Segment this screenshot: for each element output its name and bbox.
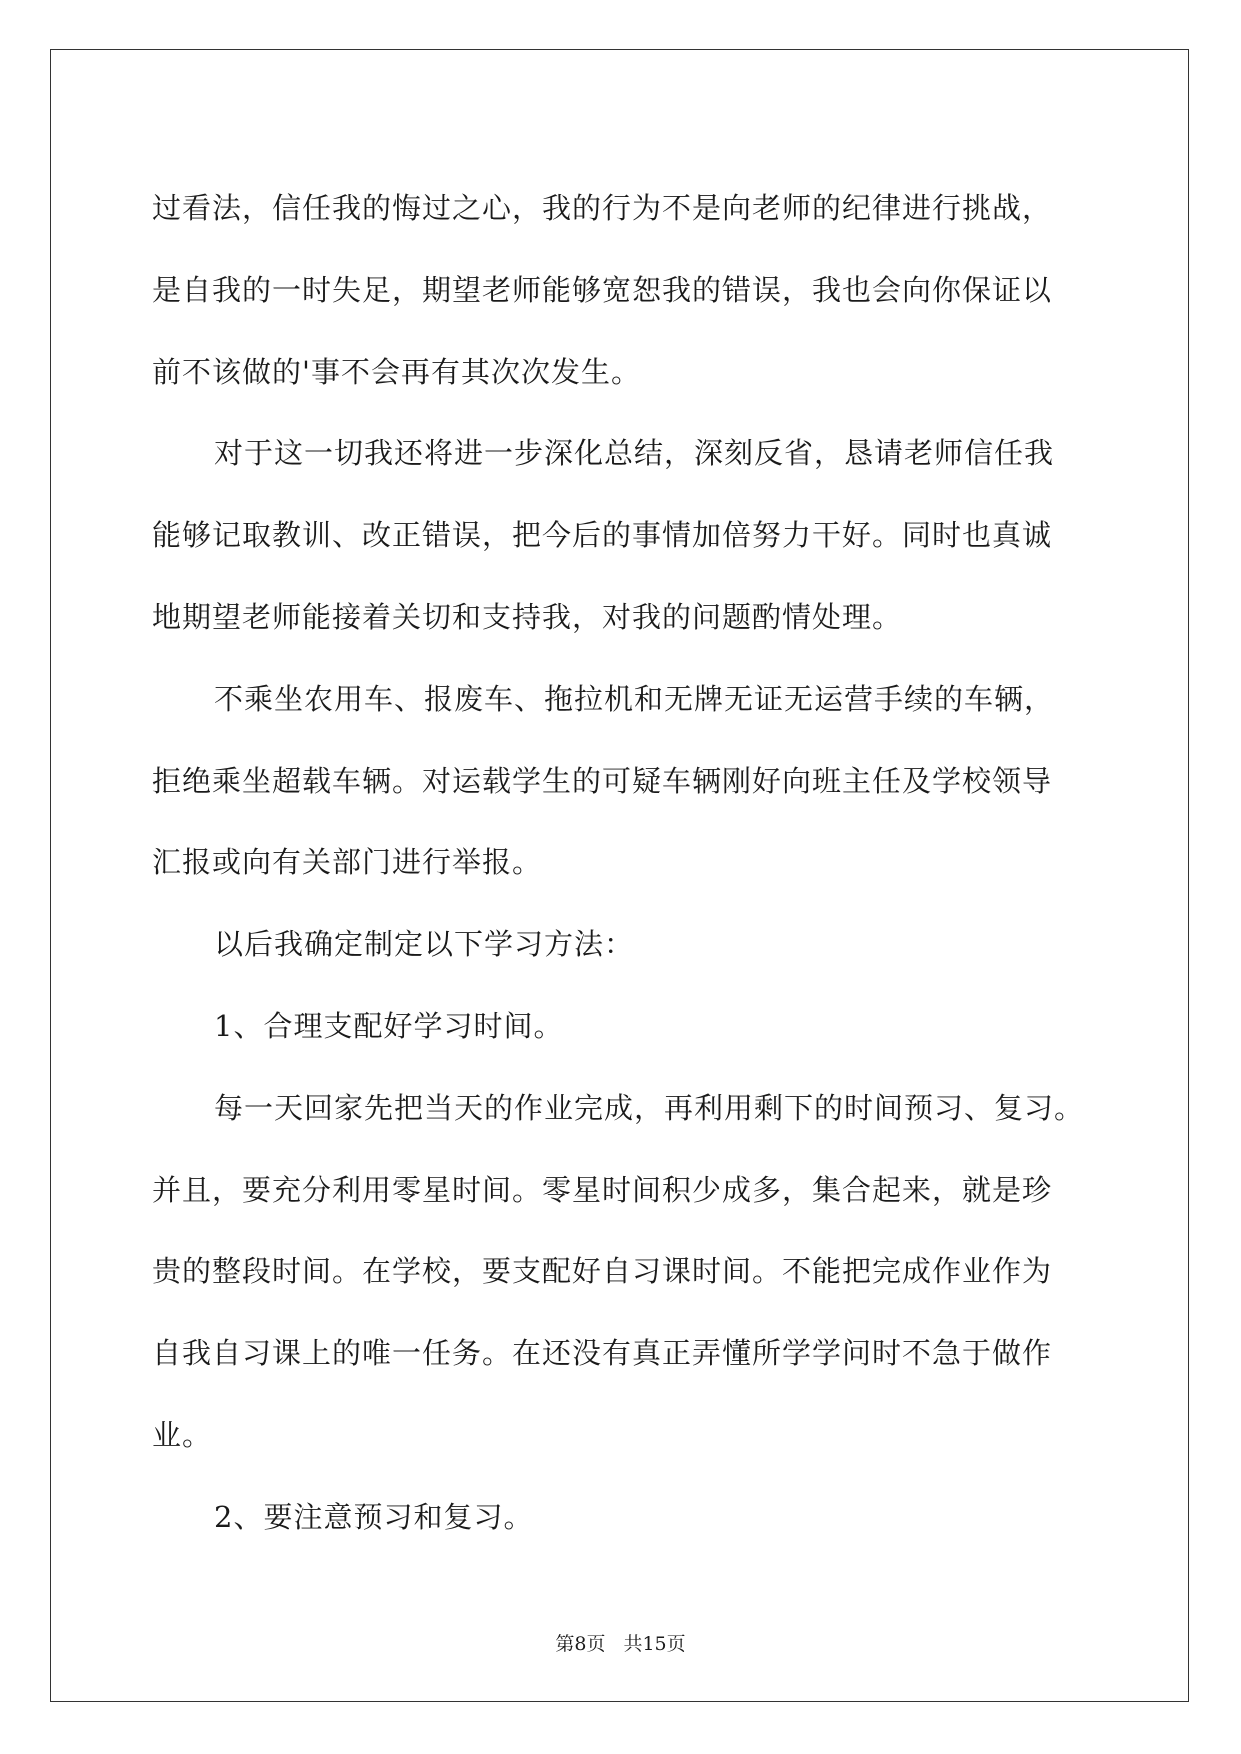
text-line: 以后我确定制定以下学习方法：	[214, 927, 635, 962]
text-line: 不乘坐农用车、报废车、拖拉机和无牌无证无运营手续的车辆，	[214, 681, 1055, 716]
text-line: 1、合理支配好学习时间。	[214, 1008, 564, 1043]
text-line: 汇报或向有关部门进行举报。	[152, 845, 543, 880]
text-line: 能够记取教训、改正错误，把今后的事情加倍努力干好。同时也真诚	[152, 518, 1053, 553]
text-line: 2、要注意预习和复习。	[214, 1499, 534, 1534]
text-line: 每一天回家先把当天的作业完成，再利用剩下的时间预习、复习。	[214, 1090, 1085, 1125]
text-line: 拒绝乘坐超载车辆。对运载学生的可疑车辆刚好向班主任及学校领导	[152, 763, 1053, 798]
text-line: 过看法，信任我的悔过之心，我的行为不是向老师的纪律进行挑战，	[152, 191, 1053, 225]
text-line: 自我自习课上的唯一任务。在还没有真正弄懂所学学问时不急于做作	[152, 1336, 1053, 1371]
text-line: 贵的整段时间。在学校，要支配好自习课时间。不能把完成作业作为	[152, 1254, 1053, 1289]
text-line: 是自我的一时失足，期望老师能够宽恕我的错误，我也会向你保证以	[152, 272, 1053, 307]
page-footer	[0, 1629, 1241, 1656]
text-line: 并且，要充分利用零星时间。零星时间积少成多，集合起来，就是珍	[152, 1172, 1053, 1207]
text-line: 地期望老师能接着关切和支持我，对我的问题酌情处理。	[152, 599, 903, 634]
page-total: 共15页	[623, 1633, 686, 1655]
text-line: 前不该做的'事不会再有其次次发生。	[152, 354, 641, 389]
text-line: 业。	[152, 1417, 213, 1452]
page-number: 第8页	[555, 1633, 606, 1655]
text-line: 对于这一切我还将进一步深化总结，深刻反省，恳请老师信任我	[214, 436, 1055, 471]
document-body	[152, 168, 1092, 1559]
